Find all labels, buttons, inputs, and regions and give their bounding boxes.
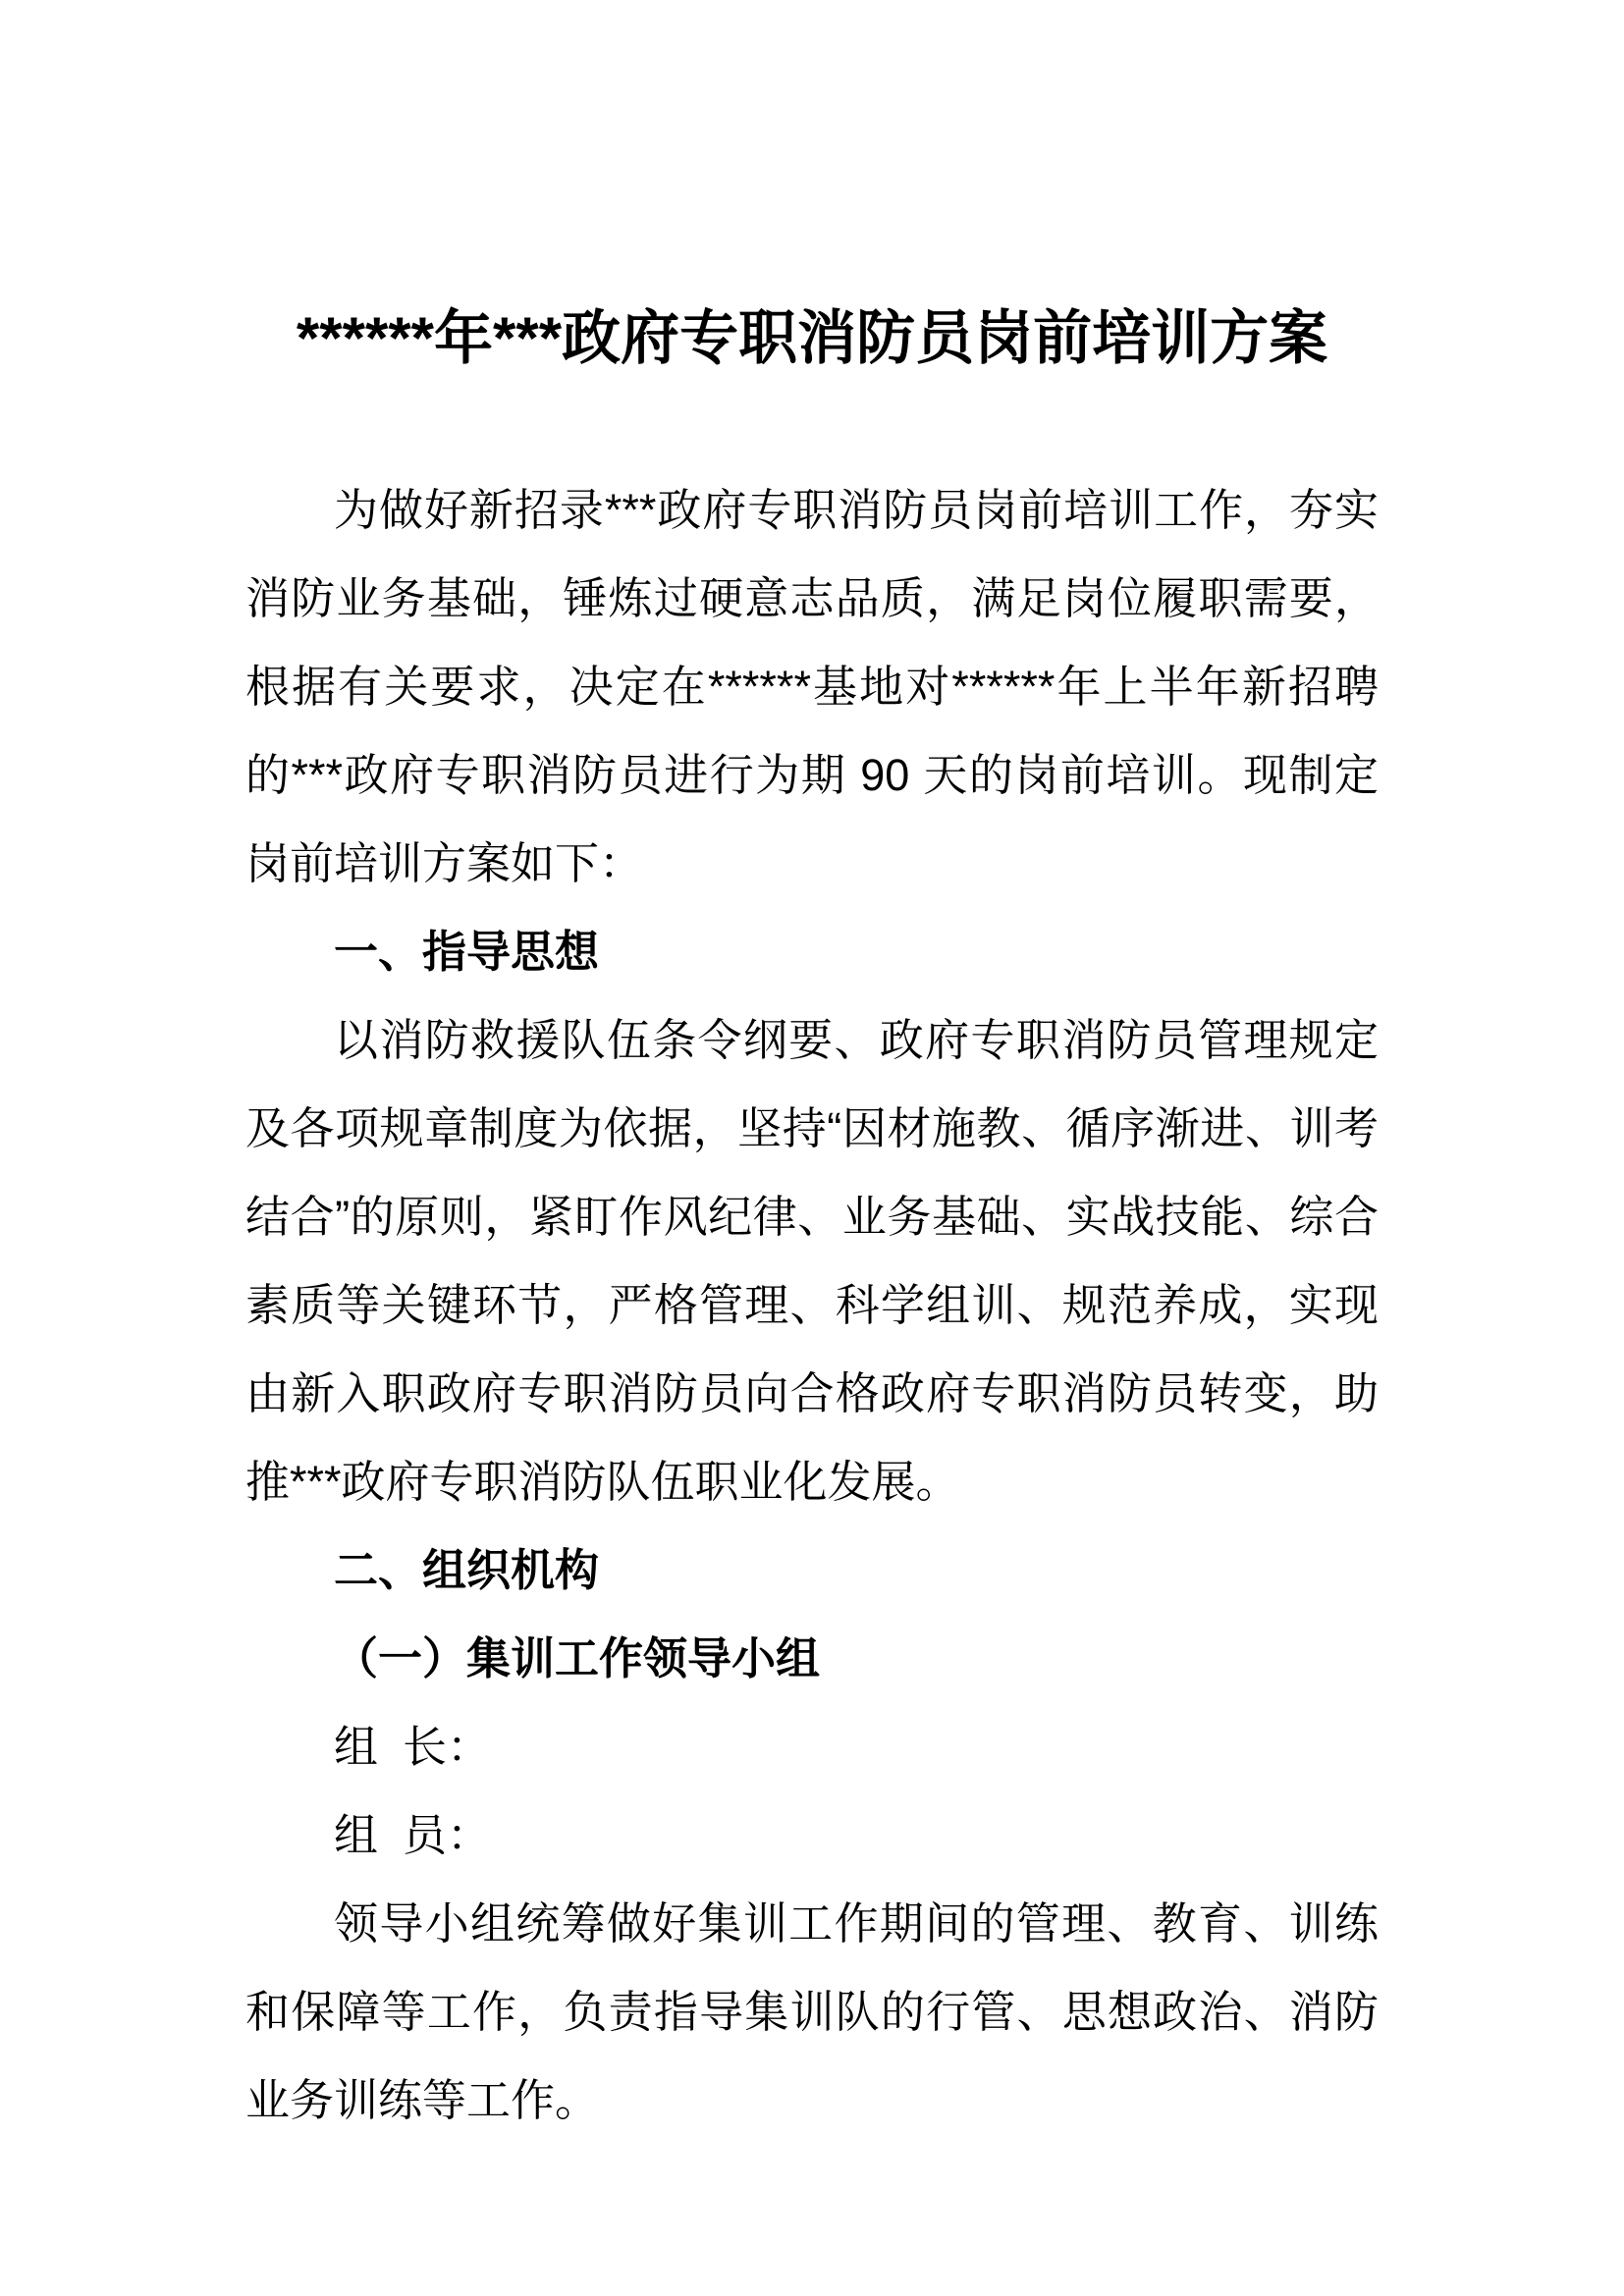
- heading-section-2: 二、组织机构: [334, 1545, 600, 1595]
- heading-section-1: 一、指导思想: [334, 927, 600, 977]
- heading-subsection-leading-group: （一）集训工作领导小组: [334, 1633, 821, 1683]
- document-body: [245, 466, 1379, 2145]
- paragraph-intro: 为做好新招录***政府专职消防员岗前培训工作，夯实消防业务基础，锤炼过硬意志品质，满足岗位履职需要，根据有关要求，决定在******基地对******年上半年新招聘的***政府专职消防员进行为期 90 天的岗前培训。现制定岗前培训方案如下：: [245, 485, 1379, 888]
- label-group-members: 组 员：: [334, 1810, 492, 1860]
- paragraph-leading-group-duties: 领导小组统筹做好集训工作期间的管理、教育、训练和保障等工作，负责指导集训队的行管、思想政治、消防业务训练等工作。: [245, 1898, 1379, 2125]
- label-group-leader: 组 长：: [334, 1722, 492, 1772]
- document-title: ******年***政府专职消防员岗前培训方案: [296, 305, 1328, 371]
- paragraph-guiding-ideology: 以消防救援队伍条令纲要、政府专职消防员管理规定及各项规章制度为依据，坚持“因材施教、循序渐进、训考结合”的原则，紧盯作风纪律、业务基础、实战技能、综合素质等关键环节，严格管理、科学组训、规范养成，实现由新入职政府专职消防员向合格政府专职消防员转变，助推***政府专职消防队伍职业化发展。: [245, 1015, 1379, 1507]
